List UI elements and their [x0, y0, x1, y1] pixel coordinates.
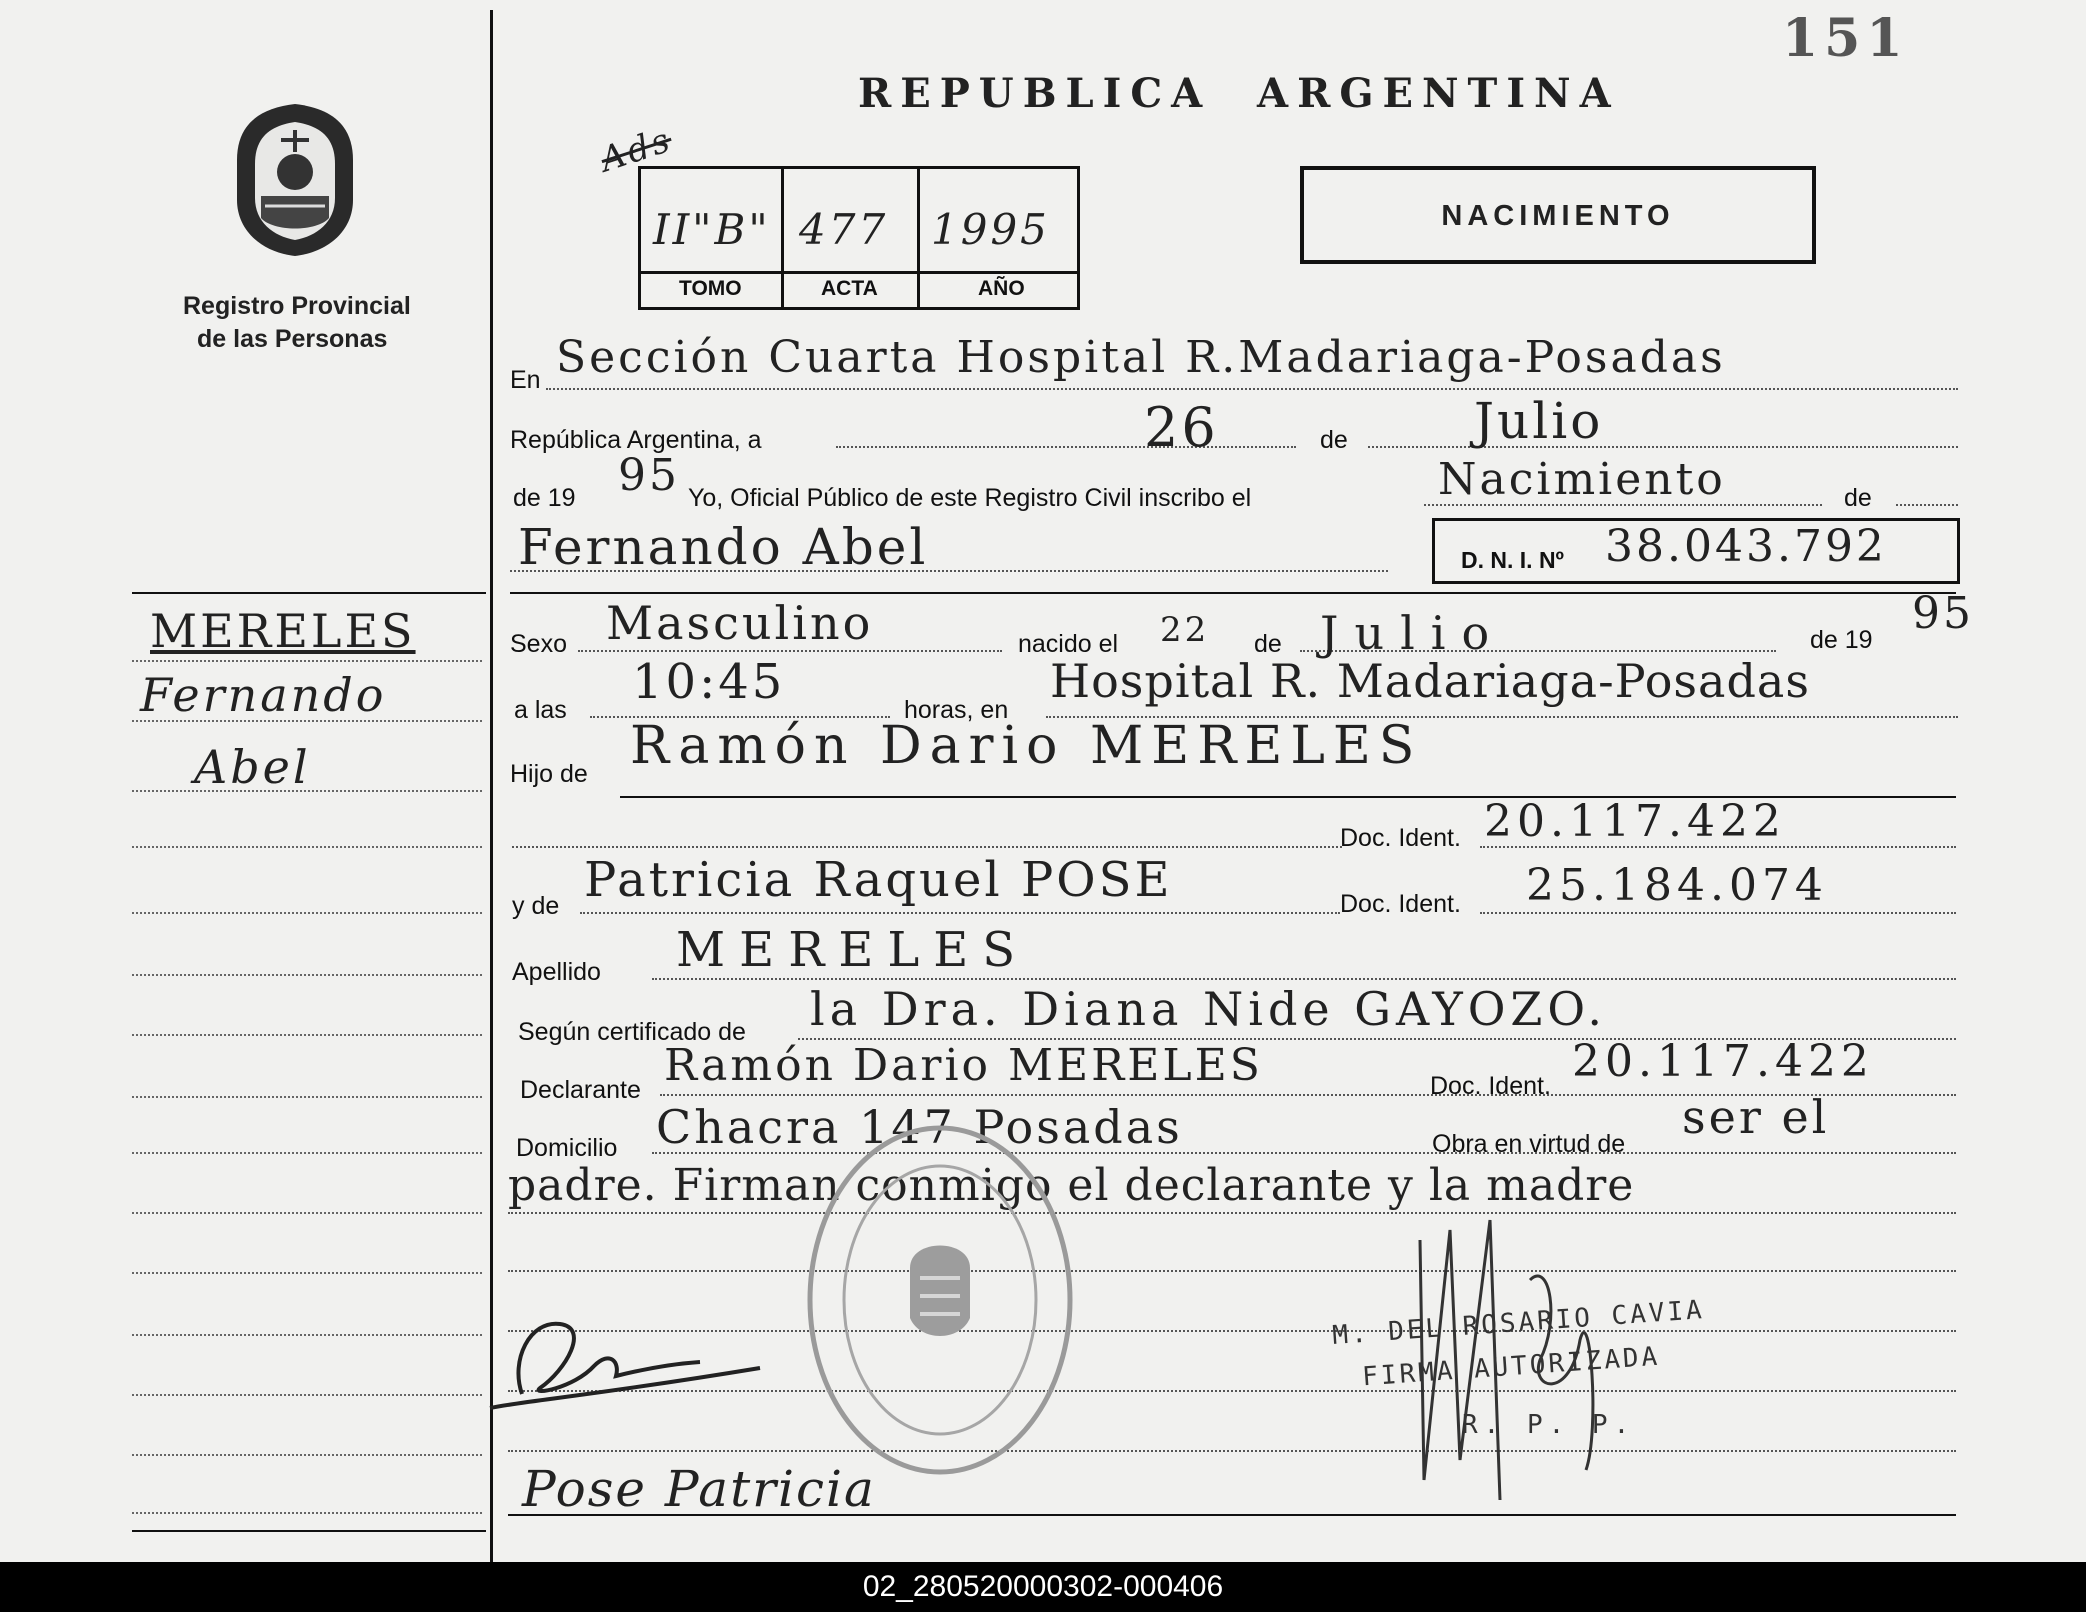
year-suffix: 95 [618, 450, 680, 501]
mother-signature: Pose Patricia [522, 1460, 876, 1518]
dni-label: D. N. I. Nº [1461, 547, 1564, 573]
record-type: NACIMIENTO [1441, 200, 1675, 232]
nacido-label: nacido el [1018, 630, 1119, 658]
margin-given-name-1: Fernando [140, 668, 387, 722]
official-title: FIRMA AUTORIZADA [1361, 1341, 1662, 1393]
domicilio-value: Chacra 147 Posadas [656, 1100, 1183, 1154]
declarant-signature-icon [470, 1300, 770, 1430]
country-title: REPUBLICA ARGENTINA [858, 70, 1620, 117]
sexo-value: Masculino [606, 596, 874, 650]
margin-given-name-2: Abel [194, 740, 311, 794]
de19-label: de 19 [513, 484, 576, 512]
de-label-3: de [1254, 630, 1282, 658]
alas-label: a las [514, 696, 567, 724]
record-box [638, 166, 1080, 310]
obra-value: ser el [1682, 1090, 1830, 1144]
tomo-value: II"B" [653, 205, 771, 254]
margin-surname: MERELES [150, 604, 416, 658]
margin-bottom-line [132, 1530, 486, 1532]
mother-name: Patricia Raquel POSE [584, 852, 1173, 908]
dni-value: 38.043.792 [1605, 521, 1887, 572]
birth-day: 22 [1160, 610, 1210, 650]
registry-name-line1: Registro Provincial [183, 292, 411, 320]
ano-label: AÑO [978, 277, 1025, 300]
provincial-seal-icon [225, 100, 365, 260]
sexo-label: Sexo [510, 630, 567, 658]
official-stamp-icon [800, 1120, 1080, 1480]
domicilio-label: Domicilio [516, 1134, 618, 1162]
father-doc-label: Doc. Ident. [1340, 824, 1461, 852]
segun-label: Según certificado de [518, 1018, 746, 1046]
acta-value: 477 [799, 205, 889, 254]
mother-doc: 25.184.074 [1526, 860, 1828, 911]
birth-month: Julio [1320, 606, 1506, 660]
father-doc: 20.117.422 [1484, 796, 1786, 847]
yo-label: Yo, Oficial Público de este Registro Civil inscribo el [688, 484, 1252, 512]
apellido-value: MERELES [676, 922, 1030, 978]
ano-value: 1995 [931, 205, 1050, 254]
apellido-label: Apellido [512, 958, 601, 986]
declarante-doc-label: Doc. Ident. [1430, 1072, 1551, 1100]
en-value: Sección Cuarta Hospital R.Madariaga-Posadas [556, 332, 1726, 383]
dni-box [1432, 518, 1960, 584]
crossed-note: Ads [595, 119, 678, 181]
tomo-label: TOMO [679, 277, 742, 300]
de-label-2: de [1844, 484, 1872, 512]
day-value: 26 [1144, 396, 1219, 459]
birth-year-suffix: 95 [1912, 588, 1974, 639]
horas-label: horas, en [904, 696, 1009, 724]
child-name: Fernando Abel [518, 518, 929, 576]
section-rule-1 [510, 592, 1956, 594]
birth-place: Hospital R. Madariaga-Posadas [1050, 654, 1810, 708]
de-label-1: de [1320, 426, 1348, 454]
file-id-footer: 02_280520000302-000406 [0, 1562, 2086, 1612]
month-value: Julio [1474, 392, 1604, 450]
yde-label: y de [512, 892, 560, 920]
declarante-value: Ramón Dario MERELES [664, 1040, 1263, 1091]
official-office: R. P. P. [1462, 1410, 1636, 1440]
page-number: 151 [1782, 8, 1909, 69]
official-name: M. DEL ROSARIO CAVIA [1331, 1295, 1706, 1351]
father-name: Ramón Dario MERELES [630, 716, 1423, 776]
acta-label: ACTA [821, 277, 878, 300]
en-label: En [510, 366, 541, 394]
registry-name-line2: de las Personas [197, 325, 388, 353]
de19-label-2: de 19 [1810, 626, 1873, 654]
obra-label: Obra en virtud de [1432, 1130, 1626, 1158]
record-type-box [1300, 166, 1816, 264]
declarante-label: Declarante [520, 1076, 641, 1104]
nota-value: padre. Firman conmigo el declarante y la madre [508, 1160, 1635, 1211]
republica-label: República Argentina, a [510, 426, 762, 454]
margin-top-line [132, 592, 486, 594]
time-value: 10:45 [632, 654, 786, 710]
mother-doc-label: Doc. Ident. [1340, 890, 1461, 918]
declarante-doc: 20.117.422 [1572, 1036, 1874, 1087]
certificado-value: la Dra. Diana Nide GAYOZO. [810, 982, 1608, 1036]
event-value: Nacimiento [1438, 454, 1726, 505]
hijo-label: Hijo de [510, 760, 588, 788]
